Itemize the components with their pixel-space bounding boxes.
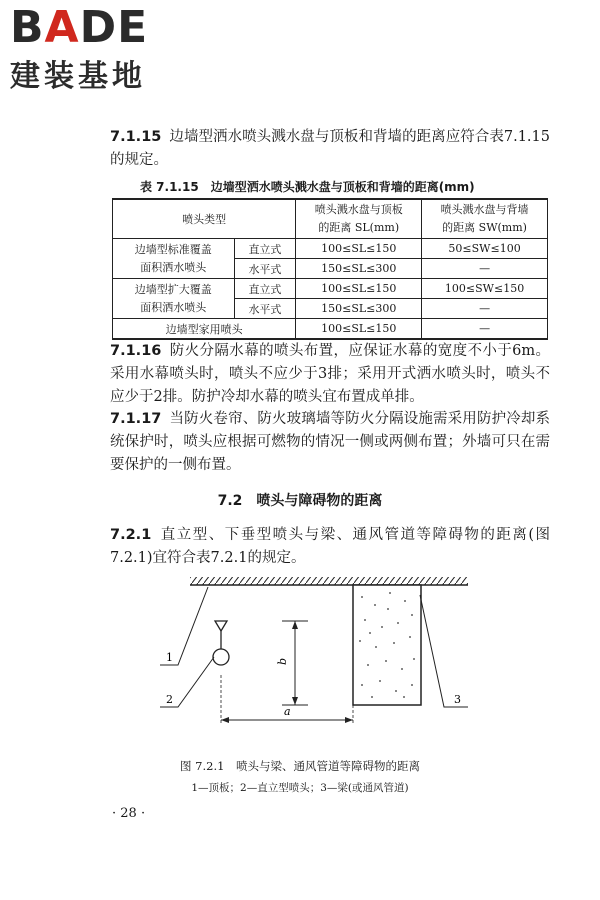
logo-wordmark: BADE — [10, 2, 149, 53]
clause-7-1-17: 7.1.17 当防火卷帘、防火玻璃墙等防火分隔设施需采用防护冷却系统保护时，喷头应根据可燃物的情况一侧或两侧布置；外墙可只在需要保护的一侧布置。 — [110, 411, 550, 473]
sw-value: 50≤SW≤100 — [422, 239, 548, 259]
sl-value: 100≤SL≤150 — [296, 279, 422, 299]
clause-7-1-15: 7.1.15 边墙型洒水喷头溅水盘与顶板和背墙的距离应符合表7.1.15的规定。 — [110, 129, 550, 168]
table-row — [113, 239, 548, 259]
row-group: 边墙型扩大覆盖 面积洒水喷头 — [113, 279, 235, 319]
row-group: 边墙型标准覆盖 面积洒水喷头 — [113, 239, 235, 279]
leader-1 — [160, 587, 208, 665]
table-row — [113, 279, 548, 299]
mount-type: 直立式 — [234, 279, 296, 299]
clause-7-1-16: 7.1.16 防火分隔水幕的喷头布置，应保证水幕的宽度不小于6m。采用水幕喷头时，喷头不应少于3排；采用开式洒水喷头时，喷头不应少于2排。防护冷却水幕的喷头宜布置成单排。 — [110, 343, 550, 405]
sprinkler — [213, 621, 229, 665]
dimension-b — [276, 621, 308, 705]
sw-value: 100≤SW≤150 — [422, 279, 548, 299]
dim-a-label: a — [284, 705, 291, 718]
dim-b-label: b — [276, 657, 289, 665]
row-group: 边墙型家用喷头 — [113, 319, 296, 340]
beam — [353, 585, 421, 705]
sw-value: — — [422, 319, 548, 340]
logo-subtitle: 建装基地 — [10, 59, 146, 94]
dimension-a — [221, 675, 353, 725]
sl-value: 150≤SL≤300 — [296, 259, 422, 279]
sl-value: 150≤SL≤300 — [296, 299, 422, 319]
sw-value: — — [422, 259, 548, 279]
section-heading: 7.2 喷头与障碍物的距离 — [217, 493, 383, 509]
label-1: 1 — [166, 651, 173, 664]
table-caption: 表 7.1.15 边墙型洒水喷头溅水盘与顶板和背墙的距离(mm) — [140, 180, 475, 194]
label-3: 3 — [454, 693, 461, 706]
table-row — [113, 319, 548, 340]
ceiling — [190, 577, 468, 585]
sl-value: 100≤SL≤150 — [296, 319, 422, 340]
sw-value: — — [422, 299, 548, 319]
header-sw: 喷头溅水盘与背墙 的距离 SW(mm) — [422, 199, 548, 239]
clause-7-2-1: 7.2.1 直立型、下垂型喷头与梁、通风管道等障碍物的距离(图7.2.1)宜符合表7.2.1的规定。 — [110, 527, 550, 566]
mount-type: 水平式 — [234, 299, 296, 319]
mount-type: 水平式 — [234, 259, 296, 279]
distance-table — [112, 198, 548, 340]
figure-note: 1—顶板；2—直立型喷头；3—梁(或通风管道) — [191, 782, 409, 794]
page-number: · 28 · — [112, 806, 146, 821]
header-type: 喷头类型 — [113, 199, 296, 239]
figure-caption: 图 7.2.1 喷头与梁、通风管道等障碍物的距离 — [180, 759, 420, 773]
label-2: 2 — [166, 693, 173, 706]
header-sl: 喷头溅水盘与顶板 的距离 SL(mm) — [296, 199, 422, 239]
figure-7-2-1 — [150, 575, 480, 745]
mount-type: 直立式 — [234, 239, 296, 259]
sl-value: 100≤SL≤150 — [296, 239, 422, 259]
table-header-row — [113, 199, 548, 239]
leader-3 — [420, 595, 468, 707]
